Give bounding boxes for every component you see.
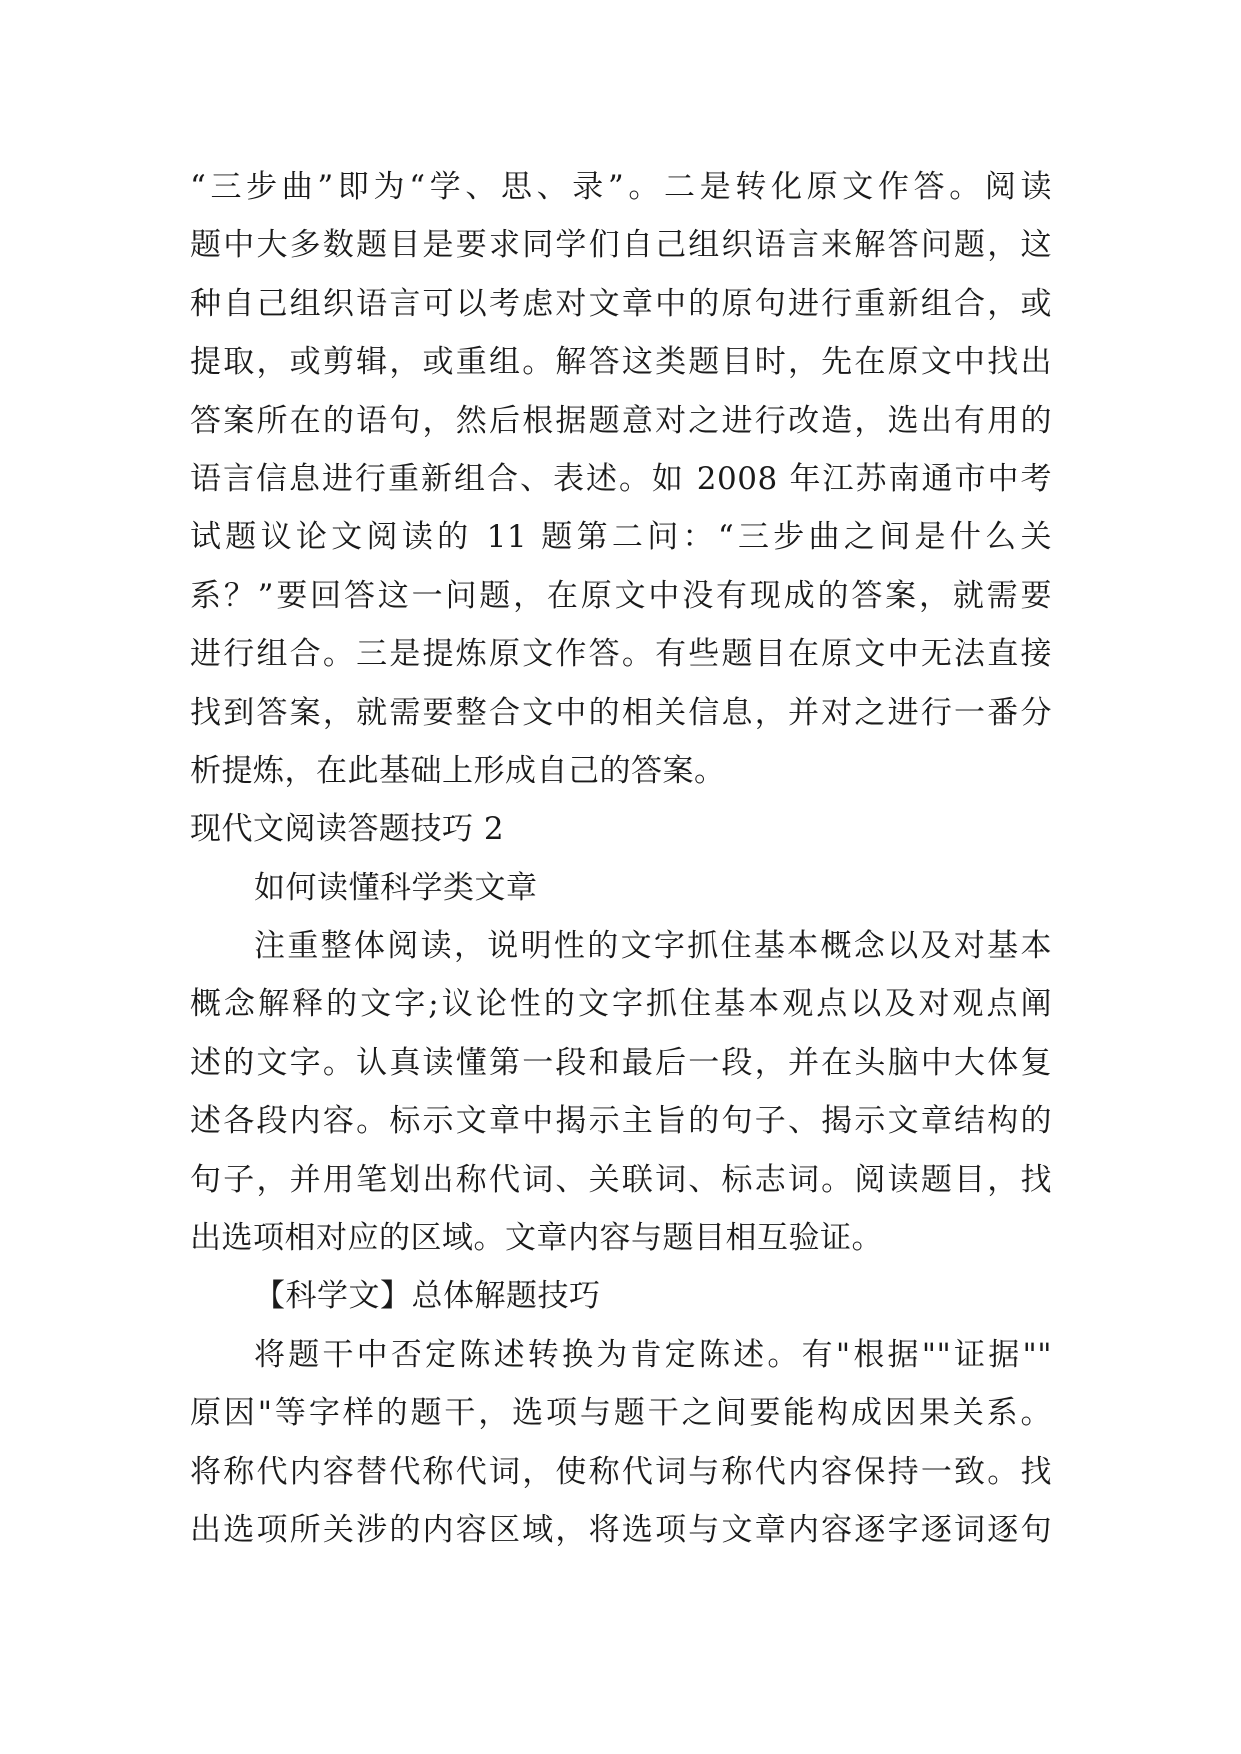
text-line: 找到答案，就需要整合文中的相关信息，并对之进行一番分 <box>190 694 1052 731</box>
text-line: 试题议论文阅读的 11 题第二问：“三步曲之间是什么关 <box>190 519 1052 556</box>
text-line: 述的文字。认真读懂第一段和最后一段，并在头脑中大体复 <box>190 1044 1052 1081</box>
text-line: 出选项所关涉的内容区域，将选项与文章内容逐字逐词逐句 <box>190 1511 1052 1548</box>
text-line: 题中大多数题目是要求同学们自己组织语言来解答问题，这 <box>190 227 1052 264</box>
text-line: 句子，并用笔划出称代词、关联词、标志词。阅读题目，找 <box>190 1161 1052 1198</box>
text-line: 种自己组织语言可以考虑对文章中的原句进行重新组合，或 <box>190 285 1052 322</box>
text-line: 析提炼，在此基础上形成自己的答案。 <box>190 752 726 789</box>
text-line: “三步曲”即为“学、思、录”。二是转化原文作答。阅读 <box>190 169 1052 205</box>
text-line: 述各段内容。标示文章中揭示主旨的句子、揭示文章结构的 <box>190 1103 1052 1140</box>
text-line: 将称代内容替代称代词，使称代词与称代内容保持一致。找 <box>190 1453 1052 1490</box>
text-line: 现代文阅读答题技巧 2 <box>190 811 505 848</box>
text-line: 出选项相对应的区域。文章内容与题目相互验证。 <box>190 1220 883 1257</box>
document-body <box>190 158 1052 1559</box>
text-line: 答案所在的语句，然后根据题意对之进行改造，选出有用的 <box>190 402 1052 439</box>
text-line: 提取，或剪辑，或重组。解答这类题目时，先在原文中找出 <box>190 344 1052 381</box>
text-line: 语言信息进行重新组合、表述。如 2008 年江苏南通市中考 <box>190 460 1052 497</box>
text-line: 进行组合。三是提炼原文作答。有些题目在原文中无法直接 <box>190 636 1052 673</box>
paragraph-first-line: 注重整体阅读，说明性的文字抓住基本概念以及对基本 <box>254 928 1052 965</box>
text-line: 概念解释的文字;议论性的文字抓住基本观点以及对观点阐 <box>190 986 1052 1023</box>
text-line: 原因"等字样的题干，选项与题干之间要能构成因果关系。 <box>190 1395 1052 1432</box>
paragraph-first-line: 【科学文】总体解题技巧 <box>254 1278 601 1315</box>
text-line: 系？”要回答这一问题，在原文中没有现成的答案，就需要 <box>190 577 1052 614</box>
paragraph-first-line: 将题干中否定陈述转换为肯定陈述。有"根据""证据"" <box>254 1336 1052 1373</box>
paragraph-first-line: 如何读懂科学类文章 <box>254 869 538 906</box>
